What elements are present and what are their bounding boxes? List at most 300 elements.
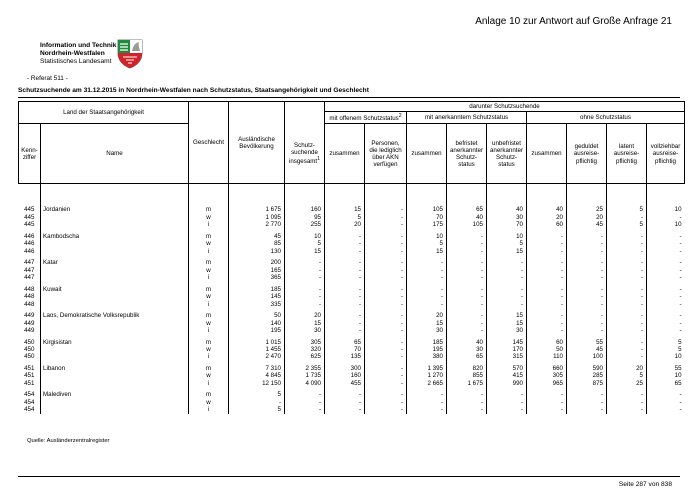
value-cell: 195 <box>407 346 447 353</box>
value-cell: - <box>647 391 685 398</box>
value-cell: 65 <box>325 339 365 346</box>
sex-cell: i <box>189 274 229 281</box>
value-cell: - <box>447 406 487 413</box>
value-cell: - <box>407 399 447 406</box>
value-cell: 315 <box>487 353 527 360</box>
value-cell: - <box>527 399 567 406</box>
value-cell: 590 <box>567 365 607 372</box>
value-cell: - <box>567 327 607 334</box>
value-cell: - <box>647 399 685 406</box>
sex-cell: m <box>189 259 229 266</box>
value-cell: 12 150 <box>229 380 285 387</box>
footnote-1-marker: 1 <box>317 156 321 163</box>
referat-label: - Referat 511 - <box>27 75 68 82</box>
table-row <box>19 391 685 398</box>
value-cell: 30 <box>285 327 325 334</box>
value-cell: - <box>285 391 325 398</box>
country-name-cell <box>41 267 189 274</box>
value-cell: 20 <box>527 214 567 221</box>
sex-cell: m <box>189 365 229 372</box>
value-cell: - <box>567 293 607 300</box>
value-cell: - <box>527 320 567 327</box>
value-cell: 335 <box>229 301 285 308</box>
header-foreign-population: Ausländische Bevölkerung <box>229 102 285 184</box>
padding-cell <box>567 184 607 207</box>
sex-cell: i <box>189 327 229 334</box>
value-cell: - <box>647 312 685 319</box>
sex-cell: m <box>189 312 229 319</box>
header-name: Name <box>41 124 189 184</box>
value-cell: - <box>365 312 407 319</box>
value-cell: 195 <box>229 327 285 334</box>
value-cell: - <box>567 391 607 398</box>
value-cell: 300 <box>325 365 365 372</box>
value-cell: - <box>407 267 447 274</box>
country-name-cell <box>41 380 189 387</box>
value-cell: - <box>647 259 685 266</box>
country-name-cell <box>41 327 189 334</box>
value-cell: - <box>285 406 325 413</box>
country-code-cell: 449 <box>24 319 35 327</box>
value-cell: 15 <box>487 320 527 327</box>
value-cell: 30 <box>447 346 487 353</box>
value-cell: - <box>365 221 407 228</box>
value-cell: - <box>325 293 365 300</box>
country-code-cell: 448 <box>24 293 35 301</box>
country-name-cell <box>41 274 189 281</box>
value-cell: 255 <box>285 221 325 228</box>
value-cell: 165 <box>229 267 285 274</box>
value-cell: - <box>285 399 325 406</box>
value-cell: 85 <box>229 240 285 247</box>
value-cell: - <box>487 293 527 300</box>
value-cell: 5 <box>647 339 685 346</box>
value-cell: - <box>527 312 567 319</box>
value-cell: 45 <box>229 233 285 240</box>
value-cell: 20 <box>325 221 365 228</box>
value-cell: 365 <box>229 274 285 281</box>
country-code-cell: 451 <box>24 364 35 372</box>
value-cell: - <box>607 346 647 353</box>
value-cell: 185 <box>229 286 285 293</box>
value-cell: 570 <box>487 365 527 372</box>
value-cell: - <box>285 301 325 308</box>
header-sex: Geschlecht <box>189 102 229 184</box>
value-cell: - <box>325 274 365 281</box>
padding-cell <box>607 184 647 207</box>
value-cell: - <box>447 399 487 406</box>
value-cell: - <box>647 293 685 300</box>
value-cell: 415 <box>487 372 527 379</box>
value-cell: - <box>285 267 325 274</box>
value-cell: 2 470 <box>229 353 285 360</box>
value-cell: 15 <box>407 320 447 327</box>
value-cell: - <box>607 240 647 247</box>
header-recognized: mit anerkanntem Schutzstatus <box>407 112 527 124</box>
padding-cell <box>189 184 229 207</box>
title-rule <box>18 97 680 98</box>
header-akn: Personen, die lediglich über AKN verfügen <box>365 124 407 184</box>
value-cell: - <box>447 274 487 281</box>
country-name-cell <box>41 320 189 327</box>
value-cell: 50 <box>229 312 285 319</box>
country-code-cell: 450 <box>24 353 35 361</box>
value-cell: 15 <box>325 206 365 213</box>
sex-cell: w <box>189 399 229 406</box>
value-cell: - <box>647 286 685 293</box>
value-cell: 10 <box>487 233 527 240</box>
country-code-cell: 446 <box>24 240 35 248</box>
table-row <box>19 214 685 221</box>
value-cell: - <box>285 293 325 300</box>
table-row <box>19 293 685 300</box>
value-cell: - <box>527 327 567 334</box>
value-cell: 55 <box>647 365 685 372</box>
value-cell: - <box>607 320 647 327</box>
padding-cell <box>41 184 189 207</box>
value-cell: - <box>285 286 325 293</box>
value-cell: 145 <box>229 293 285 300</box>
value-cell: - <box>647 214 685 221</box>
padding-cell <box>407 184 447 207</box>
value-cell: - <box>365 214 407 221</box>
value-cell: - <box>365 320 407 327</box>
padding-cell <box>365 184 407 207</box>
value-cell: - <box>365 274 407 281</box>
value-cell: 65 <box>647 380 685 387</box>
value-cell: - <box>567 320 607 327</box>
value-cell: - <box>487 391 527 398</box>
value-cell: - <box>407 293 447 300</box>
table-row <box>19 365 685 372</box>
value-cell: 45 <box>567 221 607 228</box>
value-cell: 625 <box>285 353 325 360</box>
sex-cell: w <box>189 267 229 274</box>
value-cell: - <box>285 259 325 266</box>
value-cell: 100 <box>567 353 607 360</box>
value-cell: 60 <box>527 221 567 228</box>
value-cell: 305 <box>527 372 567 379</box>
value-cell: 25 <box>567 206 607 213</box>
header-latent: latent ausreise-pflichtig <box>607 124 647 184</box>
value-cell: - <box>607 214 647 221</box>
country-code-cell: 446 <box>24 247 35 255</box>
value-cell: - <box>447 267 487 274</box>
value-cell: - <box>325 312 365 319</box>
value-cell: - <box>447 312 487 319</box>
value-cell: - <box>527 301 567 308</box>
value-cell: 1 270 <box>407 372 447 379</box>
table-row <box>19 339 685 346</box>
value-cell: 65 <box>447 206 487 213</box>
value-cell: - <box>527 248 567 255</box>
value-cell: - <box>647 267 685 274</box>
value-cell: - <box>365 399 407 406</box>
value-cell: - <box>527 240 567 247</box>
value-cell: - <box>325 406 365 413</box>
country-code-cell: 450 <box>24 338 35 346</box>
value-cell: - <box>567 399 607 406</box>
value-cell: 10 <box>647 353 685 360</box>
value-cell: - <box>365 353 407 360</box>
value-cell: - <box>567 301 607 308</box>
padding-cell <box>325 184 365 207</box>
value-cell: - <box>447 286 487 293</box>
value-cell: - <box>527 286 567 293</box>
table-row <box>19 206 685 213</box>
value-cell: - <box>487 259 527 266</box>
padding-cell <box>229 184 285 207</box>
country-name-cell <box>41 372 189 379</box>
table-row <box>19 320 685 327</box>
value-cell: 15 <box>407 248 447 255</box>
country-name-cell <box>41 221 189 228</box>
value-cell: 200 <box>229 259 285 266</box>
value-cell: 20 <box>567 214 607 221</box>
value-cell: 875 <box>567 380 607 387</box>
header-rejected: ohne Schutzstatus <box>527 112 685 124</box>
value-cell: - <box>607 301 647 308</box>
value-cell: - <box>407 406 447 413</box>
value-cell: 15 <box>285 248 325 255</box>
table-row <box>19 233 685 240</box>
value-cell: - <box>487 406 527 413</box>
footnote-2-marker: 2 <box>398 113 402 120</box>
value-cell: - <box>487 267 527 274</box>
value-cell: - <box>647 240 685 247</box>
country-code-cell: 449 <box>24 326 35 334</box>
value-cell: - <box>365 380 407 387</box>
value-cell: - <box>607 406 647 413</box>
value-cell: 7 310 <box>229 365 285 372</box>
value-cell: 130 <box>229 248 285 255</box>
table-row <box>19 259 685 266</box>
value-cell: - <box>607 233 647 240</box>
value-cell: 5 <box>285 240 325 247</box>
value-cell: - <box>527 233 567 240</box>
value-cell: - <box>365 339 407 346</box>
value-cell: - <box>607 391 647 398</box>
value-cell: 25 <box>607 380 647 387</box>
value-cell: - <box>647 248 685 255</box>
table-row <box>19 267 685 274</box>
country-code-cell: 445 <box>24 221 35 229</box>
value-cell: 1 675 <box>447 380 487 387</box>
value-cell: - <box>487 301 527 308</box>
country-code-cell: 448 <box>24 285 35 293</box>
value-cell: 105 <box>407 206 447 213</box>
country-code-cell: 449 <box>24 312 35 320</box>
value-cell: 455 <box>325 380 365 387</box>
country-name-cell <box>41 301 189 308</box>
header-rejected-zusammen: zusammen <box>527 124 567 184</box>
value-cell: - <box>567 406 607 413</box>
nrw-crest-logo <box>117 39 143 69</box>
header-spacer <box>285 102 325 112</box>
header-open-zusammen: zusammen <box>325 124 365 184</box>
table-row <box>19 380 685 387</box>
country-name-cell: Malediven <box>41 391 189 398</box>
value-cell: - <box>647 320 685 327</box>
org-line-2: Nordrhein-Westfalen <box>40 50 105 57</box>
sex-cell: m <box>189 391 229 398</box>
value-cell: - <box>607 286 647 293</box>
value-cell: - <box>407 286 447 293</box>
value-cell: 820 <box>447 365 487 372</box>
value-cell: 990 <box>487 380 527 387</box>
padding-cell <box>19 184 41 207</box>
table-row <box>19 286 685 293</box>
value-cell: 135 <box>325 353 365 360</box>
annex-label: Anlage 10 zur Antwort auf Große Anfrage 21 <box>475 16 672 27</box>
value-cell: - <box>407 391 447 398</box>
country-code-cell: 450 <box>24 345 35 353</box>
value-cell: 1 455 <box>229 346 285 353</box>
statistics-table <box>18 101 685 414</box>
value-cell: - <box>285 274 325 281</box>
value-cell: 55 <box>567 339 607 346</box>
value-cell: 1 015 <box>229 339 285 346</box>
value-cell: 15 <box>285 320 325 327</box>
country-code-cell: 447 <box>24 259 35 267</box>
value-cell: 170 <box>487 346 527 353</box>
country-name-cell <box>41 399 189 406</box>
sex-cell: m <box>189 206 229 213</box>
padding-cell <box>285 184 325 207</box>
value-cell: 285 <box>567 372 607 379</box>
country-code-cell: 445 <box>24 213 35 221</box>
value-cell: 105 <box>447 221 487 228</box>
value-cell: - <box>325 233 365 240</box>
header-geduldet: geduldet ausreise-pflichtig <box>567 124 607 184</box>
value-cell: 855 <box>447 372 487 379</box>
value-cell: 1 675 <box>229 206 285 213</box>
value-cell: - <box>487 286 527 293</box>
value-cell: 2 665 <box>407 380 447 387</box>
page-number: Seite 287 von 838 <box>618 481 672 488</box>
value-cell: - <box>407 259 447 266</box>
sex-cell: w <box>189 293 229 300</box>
country-code-cell: 448 <box>24 300 35 308</box>
value-cell: 185 <box>407 339 447 346</box>
country-name-cell <box>41 353 189 360</box>
table-row <box>19 346 685 353</box>
value-cell: 660 <box>527 365 567 372</box>
country-code-cell: 446 <box>24 232 35 240</box>
table-row <box>19 240 685 247</box>
value-cell: 4 845 <box>229 372 285 379</box>
value-cell: - <box>325 320 365 327</box>
header-schutz-total-text: Schutz-suchende insgesamt <box>288 141 318 166</box>
header-schutz-total <box>285 124 325 184</box>
country-code-cell: 445 <box>24 206 35 214</box>
value-cell: - <box>447 293 487 300</box>
value-cell: - <box>365 293 407 300</box>
header-darunter: darunter Schutzsuchende <box>325 102 685 112</box>
padding-cell <box>447 184 487 207</box>
value-cell: 110 <box>527 353 567 360</box>
value-cell: - <box>447 301 487 308</box>
value-cell: - <box>325 327 365 334</box>
value-cell: - <box>567 240 607 247</box>
value-cell: - <box>607 267 647 274</box>
table-row <box>19 399 685 406</box>
country-name-cell: Kirgisistan <box>41 339 189 346</box>
sex-cell: w <box>189 320 229 327</box>
value-cell: - <box>407 274 447 281</box>
country-name-cell <box>41 346 189 353</box>
value-cell: 40 <box>447 339 487 346</box>
value-cell: - <box>607 259 647 266</box>
sex-cell: i <box>189 221 229 228</box>
value-cell: - <box>567 259 607 266</box>
value-cell: - <box>365 406 407 413</box>
value-cell: 10 <box>647 206 685 213</box>
country-name-cell: Katar <box>41 259 189 266</box>
value-cell: - <box>487 399 527 406</box>
header-vollziehbar: vollziehbar ausreise-pflichtig <box>647 124 685 184</box>
value-cell: - <box>607 353 647 360</box>
value-cell: 1 395 <box>407 365 447 372</box>
table-row <box>19 248 685 255</box>
value-cell: - <box>447 240 487 247</box>
value-cell: 10 <box>647 221 685 228</box>
value-cell: 65 <box>447 353 487 360</box>
country-code-cell: 451 <box>24 379 35 387</box>
value-cell: - <box>365 372 407 379</box>
value-cell: - <box>325 286 365 293</box>
sex-cell: i <box>189 301 229 308</box>
header-open-status <box>325 112 407 124</box>
value-cell: - <box>325 259 365 266</box>
value-cell: 30 <box>487 327 527 334</box>
value-cell: 1 095 <box>229 214 285 221</box>
padding-cell <box>487 184 527 207</box>
value-cell: - <box>407 301 447 308</box>
value-cell: - <box>447 259 487 266</box>
value-cell: 70 <box>325 346 365 353</box>
country-name-cell: Laos, Demokratische Volksrepublik <box>41 312 189 319</box>
value-cell: 4 090 <box>285 380 325 387</box>
value-cell: - <box>607 274 647 281</box>
value-cell: 50 <box>527 346 567 353</box>
value-cell: 40 <box>447 214 487 221</box>
value-cell: - <box>365 233 407 240</box>
country-code-cell: 454 <box>24 391 35 399</box>
value-cell: - <box>607 248 647 255</box>
header-open-status-text: mit offenem Schutzstatus <box>329 115 399 123</box>
value-cell: 320 <box>285 346 325 353</box>
table-row <box>19 312 685 319</box>
value-cell: 20 <box>285 312 325 319</box>
value-cell: 5 <box>607 206 647 213</box>
value-cell: 5 <box>607 372 647 379</box>
country-name-cell <box>41 406 189 413</box>
value-cell: - <box>607 339 647 346</box>
value-cell: 60 <box>527 339 567 346</box>
value-cell: 305 <box>285 339 325 346</box>
sex-cell: i <box>189 248 229 255</box>
value-cell: - <box>325 267 365 274</box>
value-cell: 45 <box>567 346 607 353</box>
value-cell: 30 <box>487 214 527 221</box>
table-title: Schutzsuchende am 31.12.2015 in Nordrhein-Westfalen nach Schutzstatus, Staatsangehörigkeit und Geschlecht <box>18 87 369 94</box>
value-cell: - <box>229 399 285 406</box>
value-cell: - <box>567 312 607 319</box>
value-cell: - <box>607 327 647 334</box>
value-cell: 380 <box>407 353 447 360</box>
country-code-cell: 454 <box>24 398 35 406</box>
